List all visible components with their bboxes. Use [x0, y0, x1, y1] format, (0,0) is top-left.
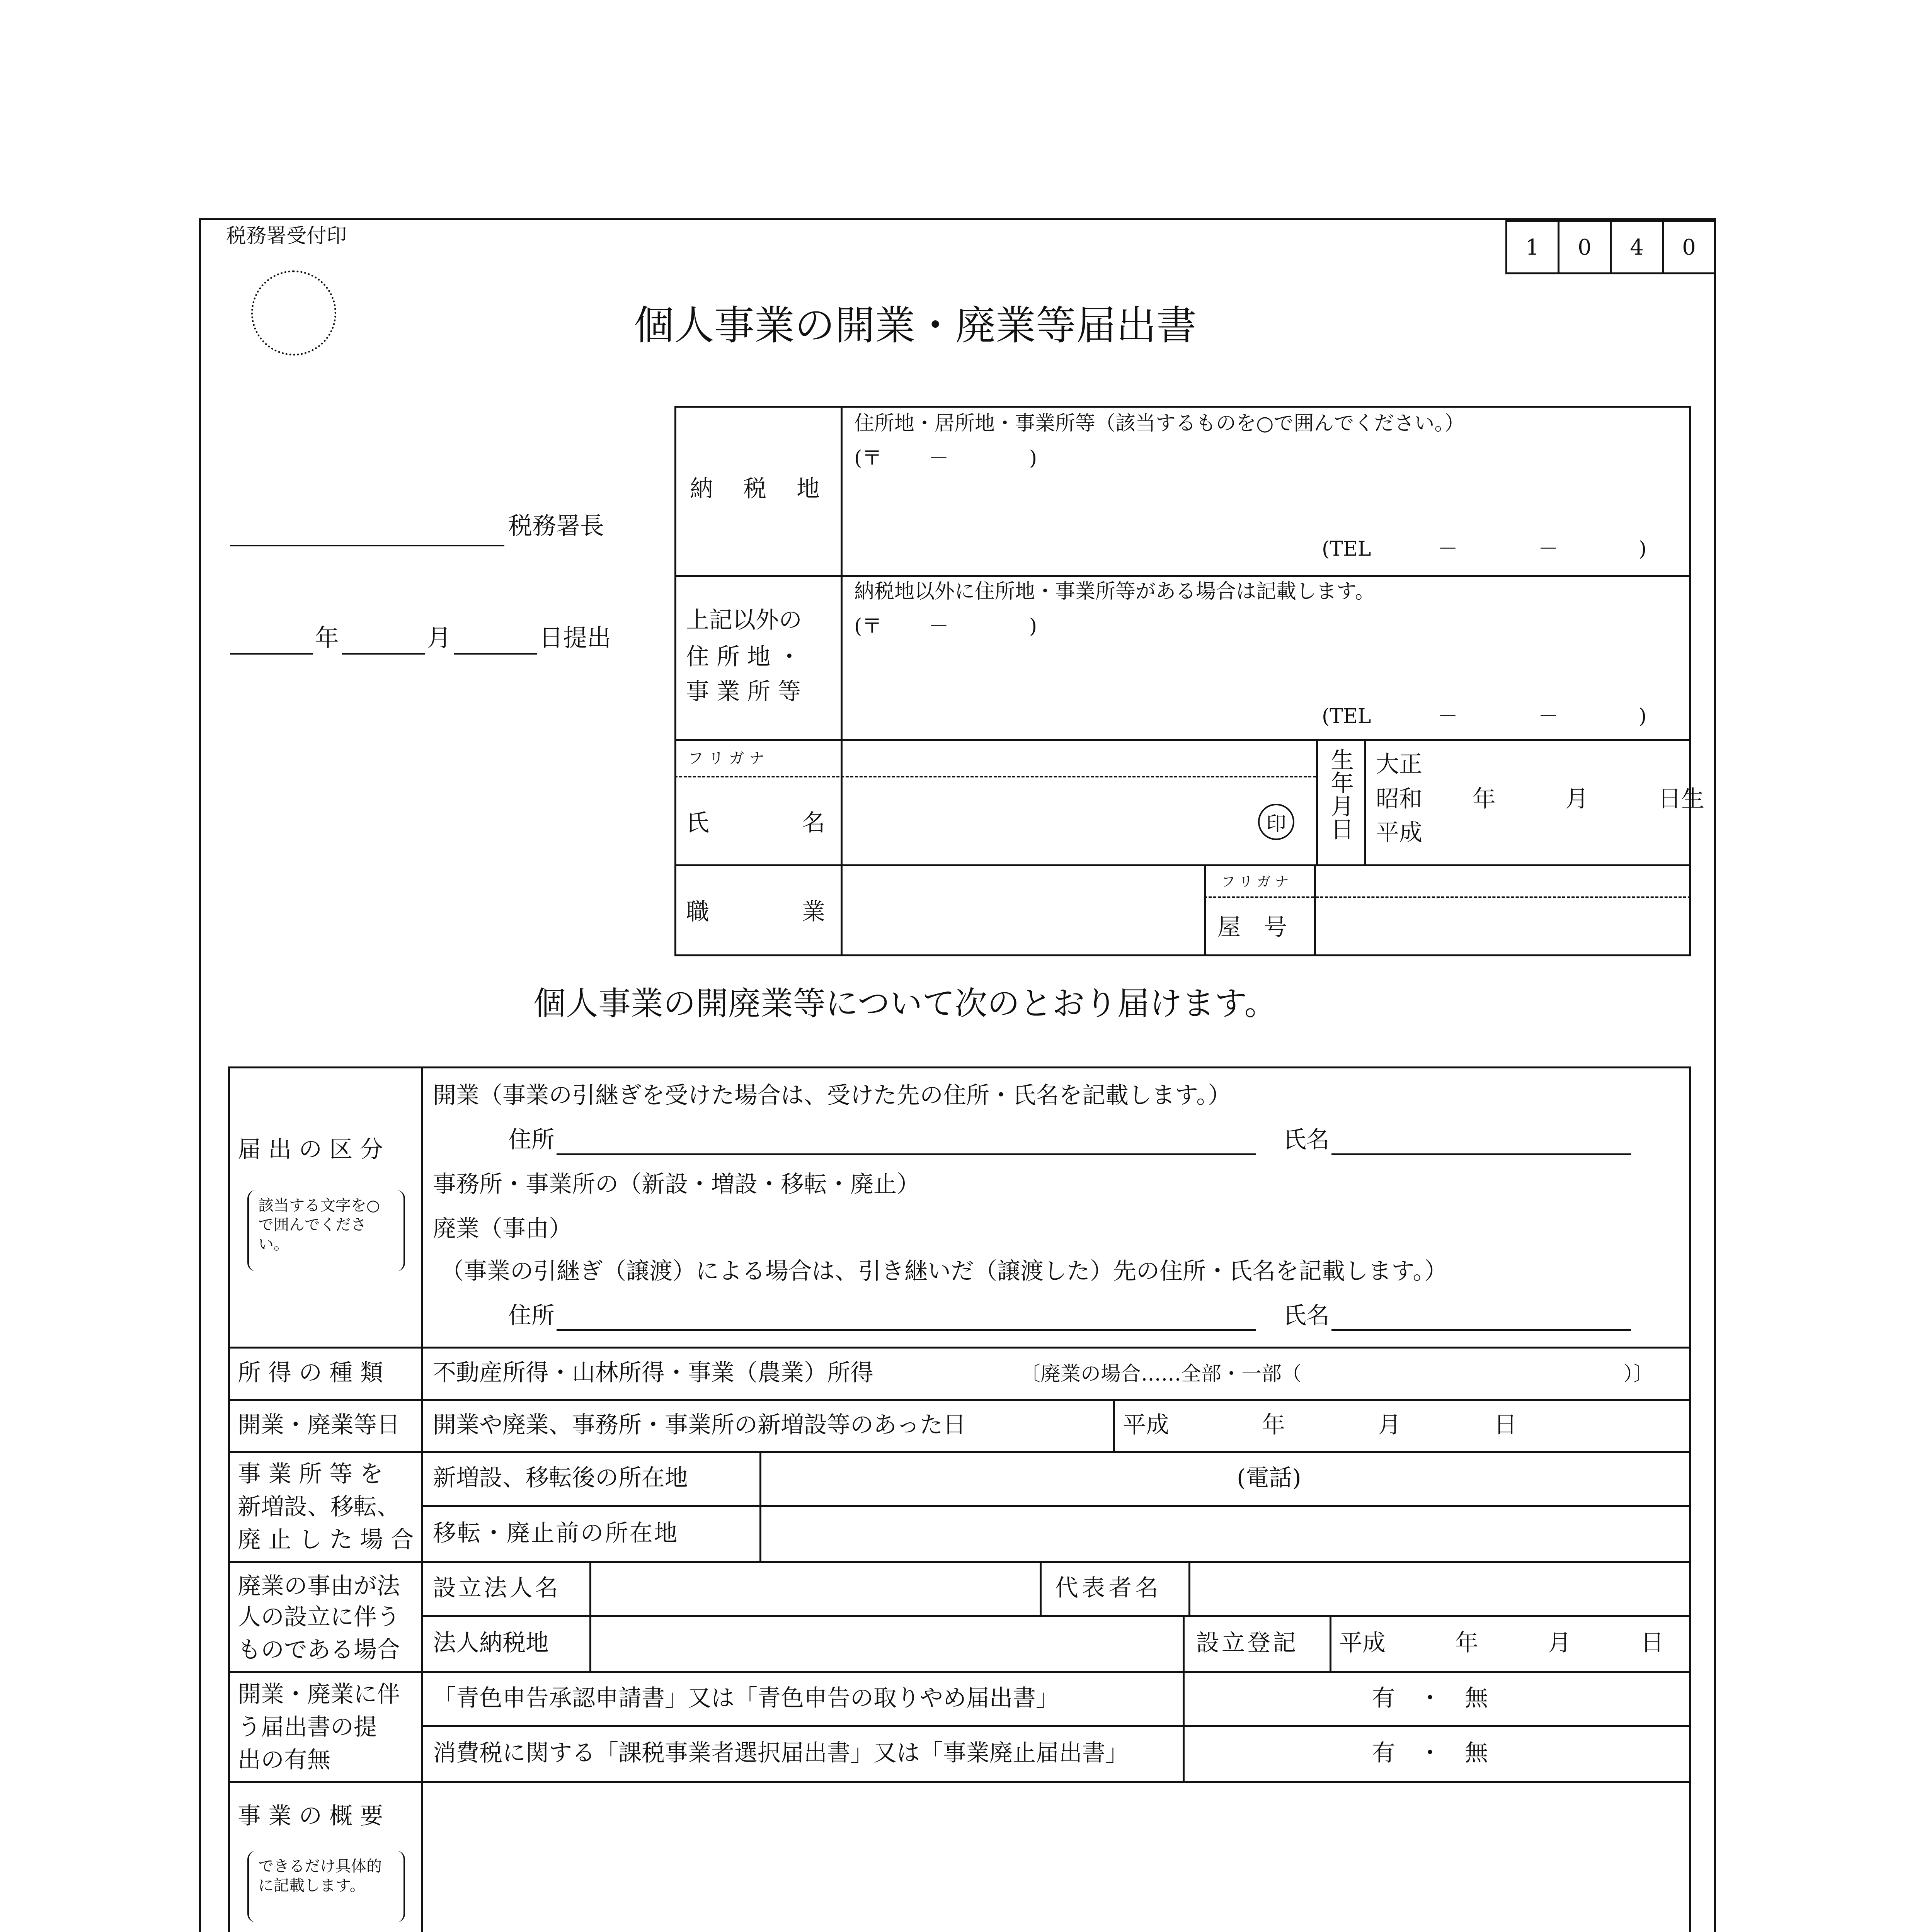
seal-mark: 印 [1258, 804, 1294, 840]
row-divider [421, 1725, 1691, 1727]
registration-label: 設立登記 [1196, 1629, 1298, 1656]
row-divider [228, 1451, 1691, 1453]
registration-date[interactable]: 平成 年 月 日 [1339, 1629, 1664, 1656]
corp-divider [1040, 1561, 1042, 1615]
birth-divider [1316, 739, 1318, 864]
corp-label: 廃業の事由が法 [238, 1573, 400, 1600]
submit-month-line[interactable] [342, 653, 425, 655]
tax-place-note: 住所地・居所地・事業所等（該当するものを○で囲んでください。） [854, 412, 1465, 435]
old-location-label: 移転・廃止前の所在地 [433, 1520, 679, 1547]
tax-place-label: 納 税 地 [690, 475, 823, 502]
declaration-text: 個人事業の開廃業等について次のとおり届けます。 [533, 985, 1277, 1022]
taxpayer-label-divider [841, 406, 843, 956]
business-date-desc: 開業や廃業、事務所・事業所の新増設等のあった日 [433, 1412, 966, 1439]
shop-furigana-label: フリガナ [1221, 874, 1293, 890]
business-date-label: 開業・廃業等日 [238, 1412, 400, 1439]
shop-divider [1314, 864, 1316, 956]
name-label: 氏 名 [686, 810, 825, 837]
corp-divider [589, 1561, 591, 1671]
form-code-digit: 4 [1610, 220, 1664, 274]
job-label: 職 業 [686, 898, 825, 925]
submit-month-label: 月 [427, 624, 451, 652]
receipt-stamp-label: 税務署受付印 [226, 224, 347, 248]
other-address-tel[interactable]: (TEL － － ) [1322, 705, 1647, 728]
close-address-input[interactable] [557, 1329, 1256, 1331]
consumption-tax-yes-no[interactable]: 有 ・ 無 [1372, 1740, 1488, 1767]
form-title: 個人事業の開業・廃業等届出書 [634, 302, 1197, 349]
other-address-postal[interactable]: (〒 － ) [854, 615, 1037, 638]
corp-divider [1330, 1615, 1331, 1671]
open-address-input[interactable] [557, 1153, 1256, 1155]
form-code-digit: 1 [1505, 220, 1559, 274]
other-address-label: 上記以外の [686, 607, 802, 634]
forms-label: 出の有無 [238, 1747, 330, 1774]
office-line[interactable]: 事務所・事業所の（新設・増設・移転・廃止） [433, 1171, 920, 1198]
submit-day-label: 日提出 [539, 624, 611, 652]
open-address-label: 住所 [508, 1126, 555, 1153]
taxpayer-box [674, 406, 1691, 956]
close-name-input[interactable] [1331, 1329, 1631, 1331]
close-name-label: 氏名 [1283, 1302, 1330, 1329]
birth-divider [1364, 739, 1366, 864]
birth-label: 生年月日 [1327, 748, 1354, 840]
representative-label: 代表者名 [1055, 1575, 1162, 1602]
birth-era-taisho[interactable]: 大正 [1376, 751, 1422, 778]
shop-name-label: 屋 号 [1217, 914, 1287, 941]
close-address-label: 住所 [508, 1302, 555, 1329]
birth-era-showa[interactable]: 昭和 [1376, 786, 1422, 813]
forms-label: 開業・廃業に伴 [238, 1681, 400, 1708]
birth-era-heisei[interactable]: 平成 [1376, 819, 1422, 846]
submit-year-line[interactable] [230, 653, 313, 655]
taxpayer-row-divider [674, 575, 1691, 577]
close-note: （事業の引継ぎ（譲渡）による場合は、引き継いだ（譲渡した）先の住所・氏名を記載します。） [441, 1258, 1448, 1285]
taxpayer-row-divider [674, 739, 1691, 741]
corp-label: ものである場合 [238, 1636, 400, 1663]
move-label: 事 業 所 等 を [238, 1461, 383, 1488]
row-divider [421, 1615, 1691, 1617]
main-label-divider [421, 1066, 423, 1932]
submit-year-label: 年 [315, 624, 339, 652]
corp-divider [1188, 1561, 1190, 1615]
name-furigana-label: フ リ ガ ナ [688, 750, 765, 767]
phone-label: (電話) [1237, 1464, 1301, 1492]
row-divider [228, 1671, 1691, 1673]
income-type-label: 所 得 の 種 類 [238, 1359, 383, 1386]
summary-input[interactable] [425, 1783, 1689, 1932]
row-divider [228, 1399, 1691, 1401]
forms-label: う届出書の提 [238, 1714, 377, 1741]
move-divider [759, 1451, 761, 1561]
taxpayer-row-divider [674, 864, 1691, 866]
new-location-label: 新増設、移転後の所在地 [433, 1464, 688, 1492]
receipt-stamp-circle [251, 270, 336, 355]
submit-day-line[interactable] [454, 653, 537, 655]
corp-tax-place-label: 法人納税地 [433, 1629, 549, 1656]
row-divider [421, 1505, 1691, 1507]
corp-divider [1183, 1615, 1185, 1671]
corp-name-label: 設立法人名 [433, 1575, 560, 1602]
move-label: 新増設、移転、 [238, 1493, 400, 1520]
birth-date[interactable]: 年 月 日生 [1473, 786, 1704, 813]
move-label: 廃 止 し た 場 合 [238, 1526, 414, 1553]
kubun-label: 届 出 の 区 分 [238, 1136, 383, 1163]
row-divider [228, 1347, 1691, 1349]
form-code-digit: 0 [1558, 220, 1612, 274]
close-line[interactable]: 廃業（事由） [433, 1215, 572, 1242]
row-divider [228, 1561, 1691, 1563]
other-address-note: 納税地以外に住所地・事業所等がある場合は記載します。 [854, 580, 1375, 603]
open-line: 開業（事業の引継ぎを受けた場合は、受けた先の住所・氏名を記載します。） [433, 1082, 1231, 1109]
form-code-digit: 0 [1662, 220, 1716, 274]
tax-office-chief-label: 税務署長 [508, 512, 604, 540]
corp-label: 人の設立に伴う [238, 1604, 400, 1631]
shop-furigana-dashed-line [1204, 896, 1691, 898]
other-address-label: 住 所 地 ・ [686, 643, 801, 670]
open-name-input[interactable] [1331, 1153, 1631, 1155]
forms-divider [1183, 1671, 1185, 1781]
open-name-label: 氏名 [1283, 1126, 1330, 1153]
tax-office-name-line[interactable] [230, 545, 504, 546]
kubun-note: 該当する文字を○で囲んでください。 [258, 1197, 380, 1253]
shop-divider [1204, 864, 1206, 956]
blue-return-yes-no[interactable]: 有 ・ 無 [1372, 1685, 1488, 1712]
furigana-dashed-line [674, 776, 1316, 777]
summary-note: できるだけ具体的に記載します。 [258, 1857, 382, 1895]
other-address-label: 事 業 所 等 [686, 678, 801, 705]
consumption-tax-label: 消費税に関する「課税事業者選択届出書」又は「事業廃止届出書」 [433, 1740, 1129, 1767]
blue-return-label: 「青色申告承認申請書」又は「青色申告の取りやめ届出書」 [433, 1685, 1059, 1712]
business-date-divider [1113, 1399, 1115, 1451]
tax-place-postal[interactable]: (〒 － ) [854, 447, 1037, 470]
tax-place-tel[interactable]: (TEL － － ) [1322, 537, 1647, 561]
business-date-value[interactable]: 平成 年 月 日 [1123, 1412, 1517, 1439]
income-type-value[interactable]: 不動産所得・山林所得・事業（農業）所得 [433, 1359, 873, 1386]
summary-label: 事 業 の 概 要 [238, 1803, 383, 1830]
income-closure-note[interactable]: 〔廃業の場合……全部・一部（ ）〕 [1020, 1362, 1654, 1386]
